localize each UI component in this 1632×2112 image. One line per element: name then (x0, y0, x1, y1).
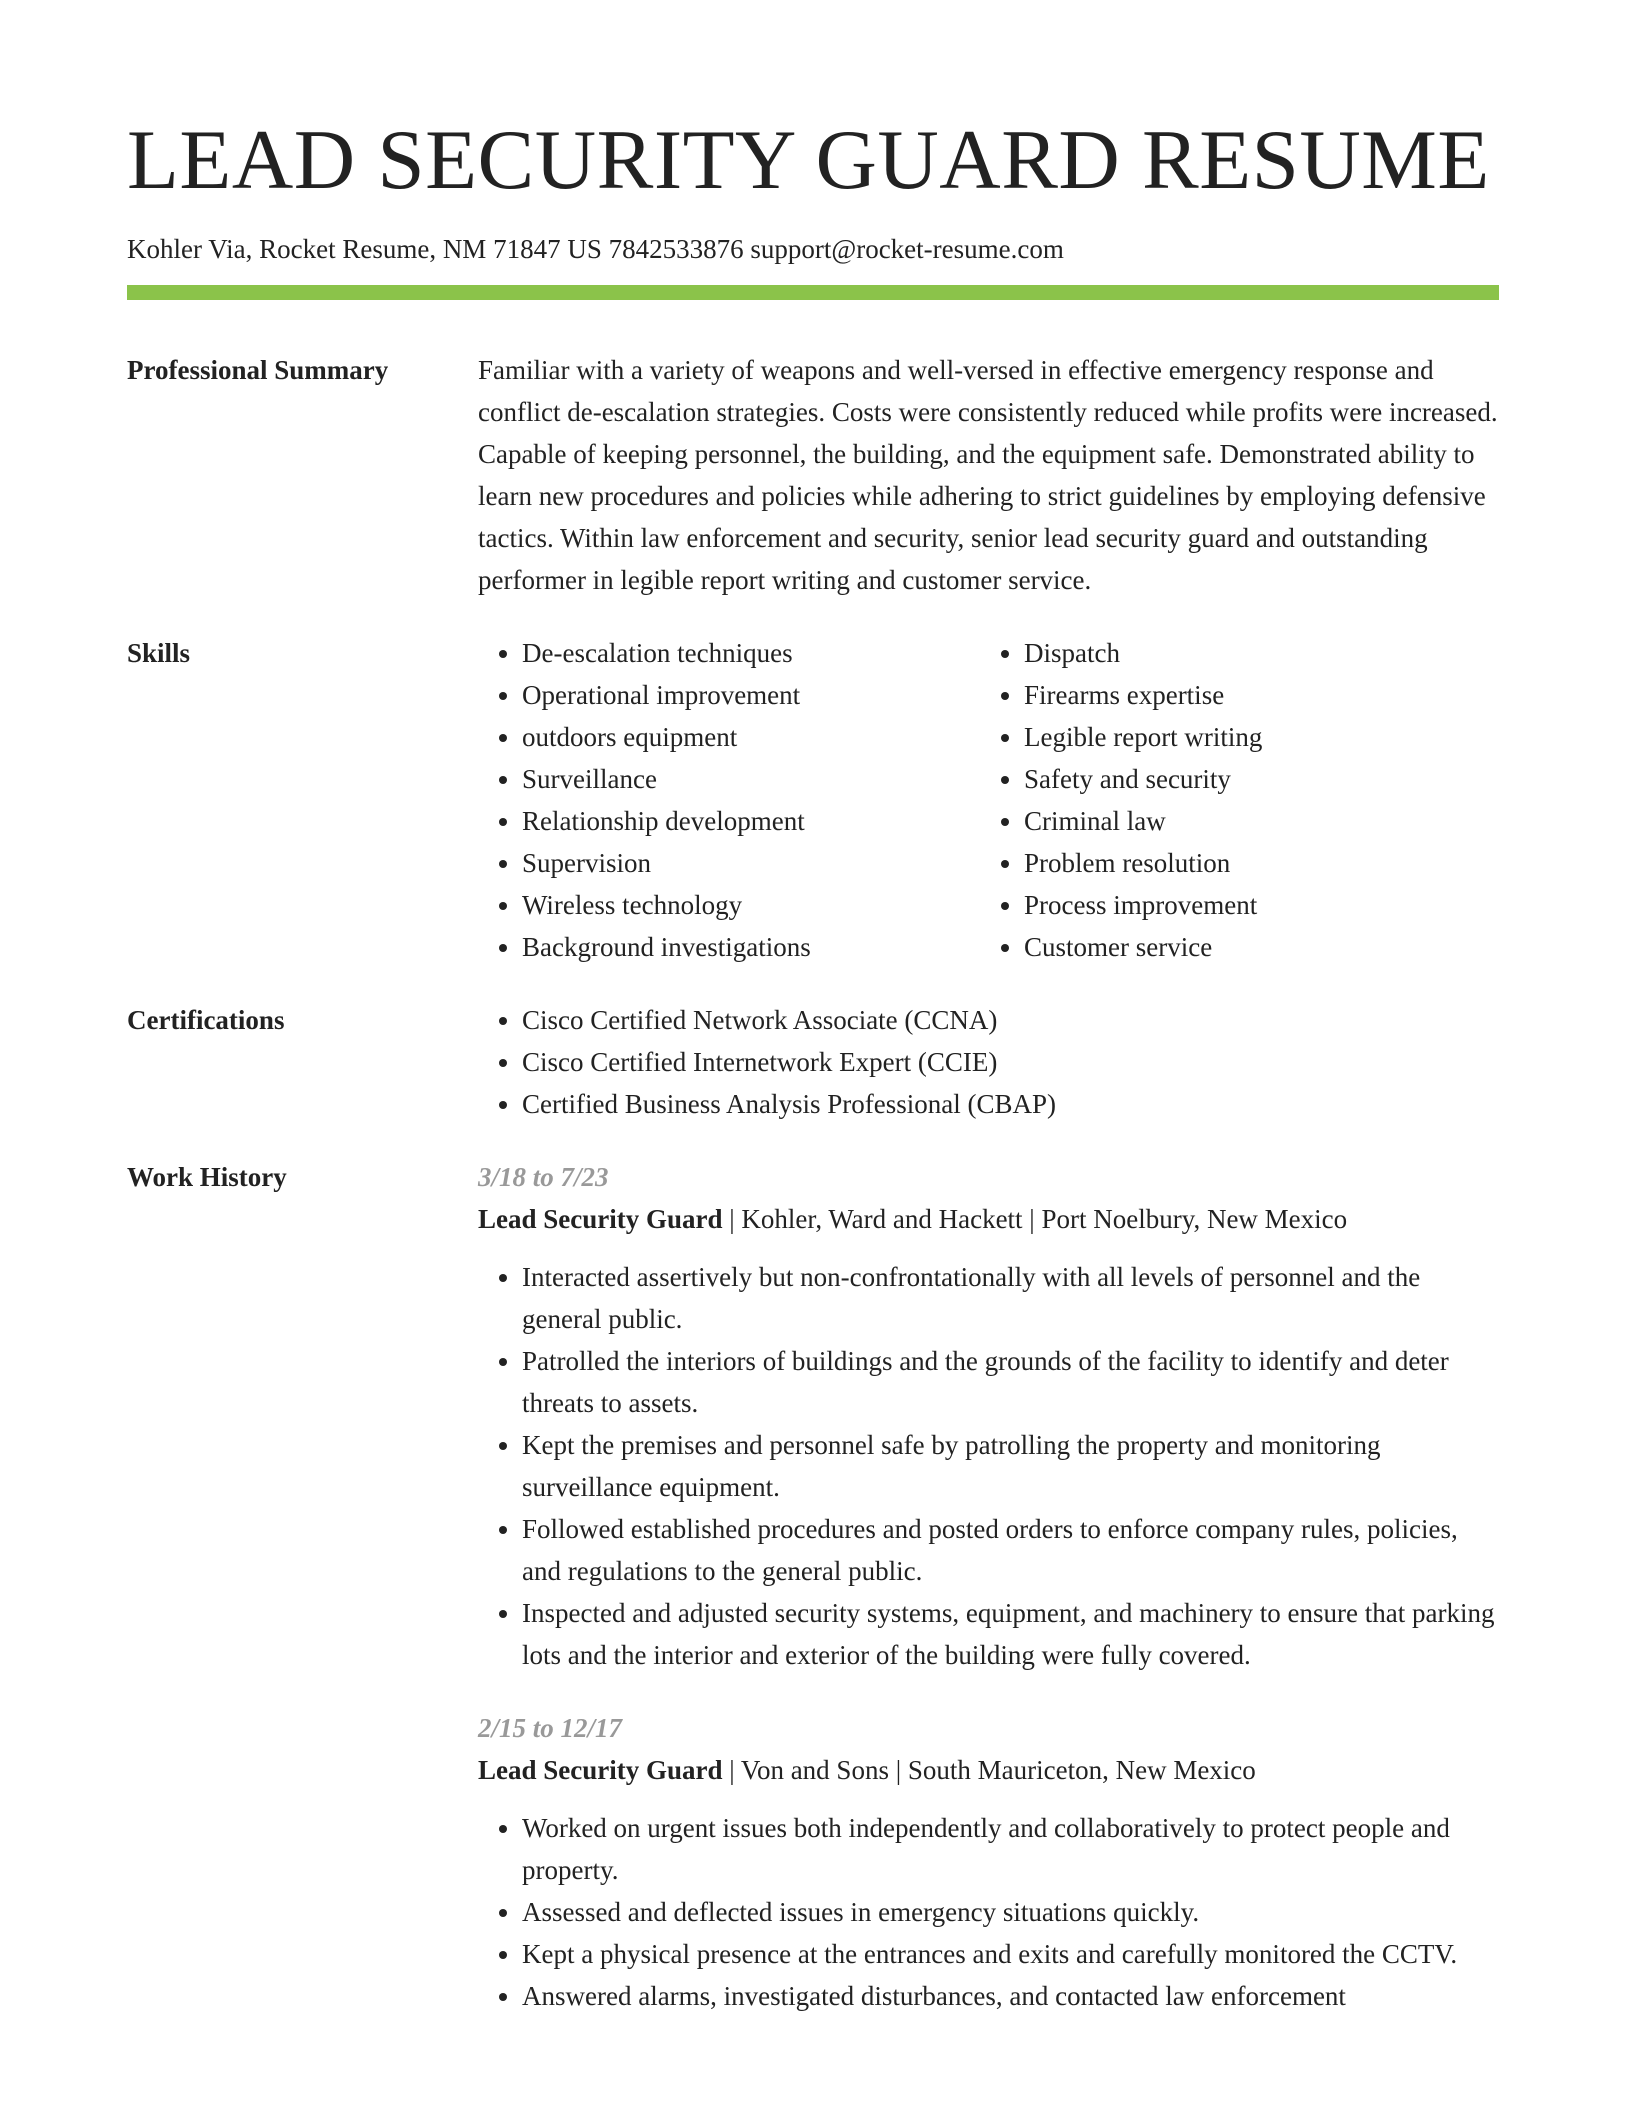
certifications-heading: Certifications (127, 1005, 285, 1035)
skill-item: • De-escalation techniques (522, 632, 980, 674)
skills-heading: Skills (127, 638, 191, 668)
summary-body (478, 349, 1499, 601)
job-bullet: • Interacted assertively but non-confrontationally with all levels of personnel and the general public. (522, 1256, 1499, 1340)
job-header (478, 1198, 1499, 1240)
job-title: Lead Security Guard (478, 1755, 723, 1785)
summary-heading: Professional Summary (127, 355, 389, 385)
skill-item: • Dispatch (1024, 632, 1482, 674)
skill-item: • Customer service (1024, 926, 1482, 968)
skill-item: • Legible report writing (1024, 716, 1482, 758)
job-bullet: • Kept the premises and personnel safe by patrolling the property and monitoring surveillance equipment. (522, 1424, 1499, 1508)
certification-item: • Cisco Certified Network Associate (CCNA) (522, 999, 1499, 1041)
job-details: | Kohler, Ward and Hackett | Port Noelbury, New Mexico (722, 1204, 1348, 1234)
job-bullet: • Patrolled the interiors of buildings and the grounds of the facility to identify and deter threats to assets. (522, 1340, 1499, 1424)
job-title: Lead Security Guard (478, 1204, 723, 1234)
skill-item: • Safety and security (1024, 758, 1482, 800)
job-bullets (478, 1256, 1499, 1676)
skill-item: • Criminal law (1024, 800, 1482, 842)
job-dates: 3/18 to 7/23 (478, 1162, 609, 1192)
skills-list-right (980, 632, 1482, 968)
skill-item: • Relationship development (522, 800, 980, 842)
job-bullet: • Kept a physical presence at the entrances and exits and carefully monitored the CCTV. (522, 1933, 1499, 1975)
work-history-body (478, 1156, 1499, 2048)
job-dates: 2/15 to 12/17 (478, 1713, 623, 1743)
skills-body (478, 632, 1499, 968)
skill-item: • Surveillance (522, 758, 980, 800)
job-bullet: • Answered alarms, investigated disturbances, and contacted law enforcement (522, 1975, 1499, 2017)
job-entry (478, 1707, 1499, 2017)
certifications-section (127, 999, 1499, 1125)
work-history-section (127, 1156, 1499, 2048)
skill-item: • outdoors equipment (522, 716, 980, 758)
certification-item: • Certified Business Analysis Professional (CBAP) (522, 1083, 1499, 1125)
header-accent-rule (127, 285, 1499, 300)
skills-column-right (980, 632, 1482, 968)
skill-item: • Wireless technology (522, 884, 980, 926)
job-bullet: • Followed established procedures and posted orders to enforce company rules, policies, and regulations to the general public. (522, 1508, 1499, 1592)
job-bullet: • Inspected and adjusted security systems, equipment, and machinery to ensure that parking lots and the interior and exterior of the building were fully covered. (522, 1592, 1499, 1676)
job-header (478, 1749, 1499, 1791)
job-bullet: • Assessed and deflected issues in emergency situations quickly. (522, 1891, 1499, 1933)
job-bullet: • Worked on urgent issues both independently and collaboratively to protect people and property. (522, 1807, 1499, 1891)
skill-item: • Process improvement (1024, 884, 1482, 926)
page-title: LEAD SECURITY GUARD RESUME (127, 113, 1490, 207)
skill-item: • Supervision (522, 842, 980, 884)
job-details: | Von and Sons | South Mauriceton, New Mexico (722, 1755, 1256, 1785)
skill-item: • Background investigations (522, 926, 980, 968)
work-history-heading: Work History (127, 1162, 287, 1192)
skills-section (127, 632, 1499, 968)
certification-item: • Cisco Certified Internetwork Expert (CCIE) (522, 1041, 1499, 1083)
summary-text: Familiar with a variety of weapons and well-versed in effective emergency response and conflict de-escalation strategies. Costs were consistently reduced while profits were increased. Capable of keeping personnel, the building, and the equipment safe. Demonstrated ability to learn new procedures and policies while adhering to strict guidelines by employing defensive tactics. Within law enforcement and security, senior lead security guard and outstanding performer in legible report writing and customer service. (478, 355, 1498, 595)
job-bullets (478, 1807, 1499, 2017)
job-entry (478, 1156, 1499, 1676)
skills-column-left (478, 632, 980, 968)
contact-line: Kohler Via, Rocket Resume, NM 71847 US 7842533876 support@rocket-resume.com (127, 234, 1064, 264)
skills-list-left (478, 632, 980, 968)
skill-item: • Problem resolution (1024, 842, 1482, 884)
skill-item: • Firearms expertise (1024, 674, 1482, 716)
certifications-list (478, 999, 1499, 1125)
certifications-body (478, 999, 1499, 1125)
skill-item: • Operational improvement (522, 674, 980, 716)
summary-section (127, 349, 1499, 601)
resume-content (127, 349, 1499, 2079)
